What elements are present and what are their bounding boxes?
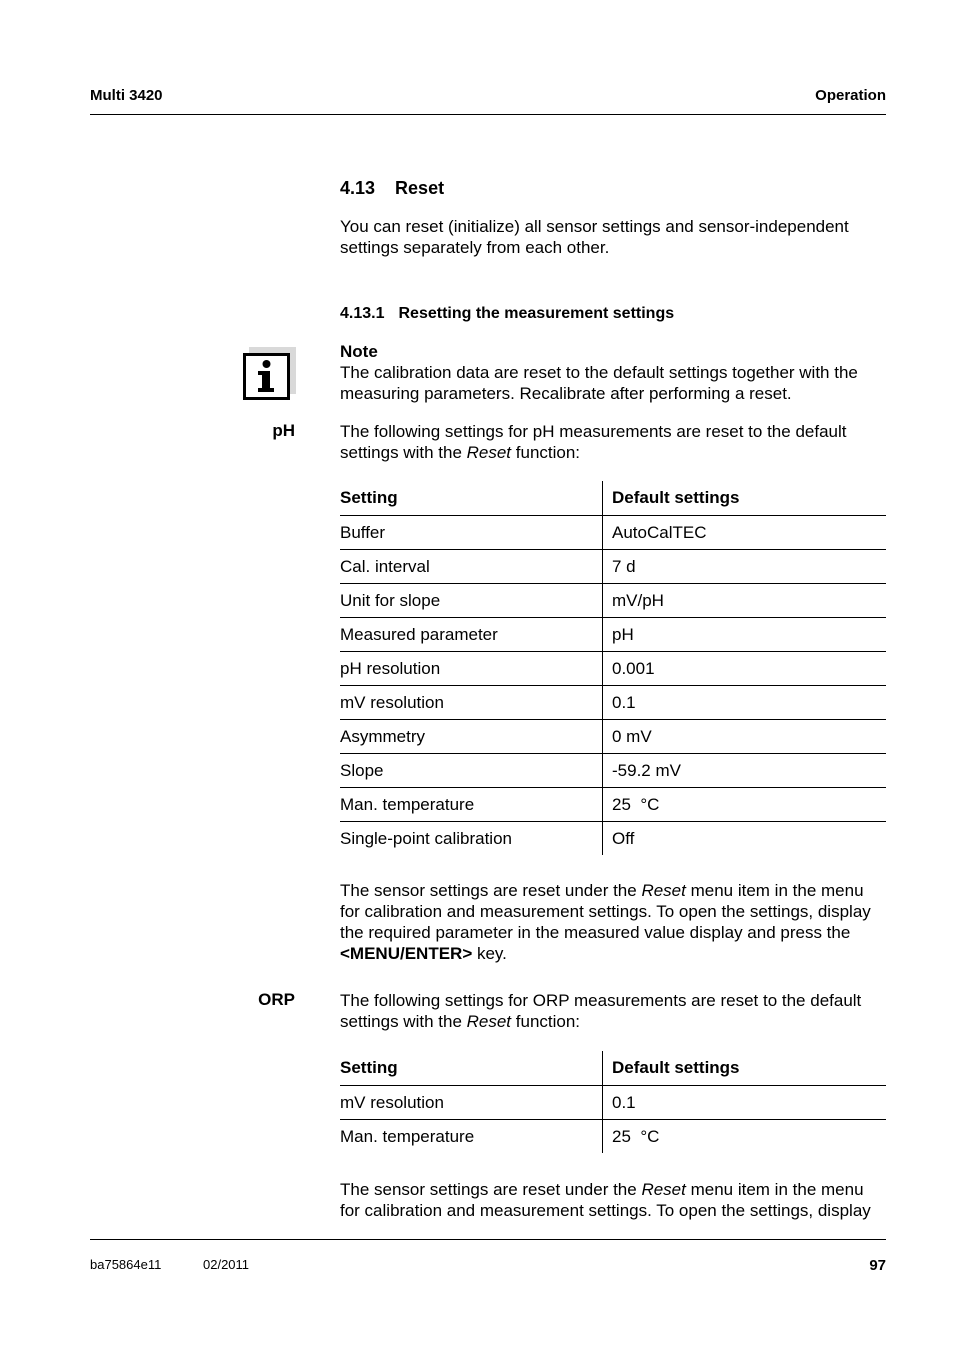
setting-cell: Man. temperature — [340, 788, 603, 822]
menu-enter-key: <MENU/ENTER> — [340, 944, 473, 963]
table-row — [340, 550, 886, 584]
subsection-heading — [340, 305, 674, 323]
setting-cell: mV resolution — [340, 1092, 444, 1112]
section-heading — [340, 178, 444, 199]
subsection-title: Resetting the measurement settings — [398, 305, 675, 322]
table-header-row — [340, 481, 886, 516]
column-header: Setting — [340, 1051, 603, 1086]
setting-cell: Unit for slope — [340, 584, 603, 618]
setting-cell: Buffer — [340, 522, 386, 542]
default-cell: Off — [603, 822, 887, 856]
table-header-row — [340, 1051, 886, 1086]
section-title: Reset — [395, 178, 445, 198]
default-cell: AutoCalTEC — [603, 516, 887, 550]
setting-cell: Measured parameter — [340, 618, 603, 652]
table-row — [340, 686, 886, 720]
setting-cell: Cal. interval — [340, 550, 603, 584]
note-block: Note The calibration data are reset to the default settings together with the measuring parameters. Recalibrate after performing a reset. — [340, 341, 886, 404]
ph-side-label: pH — [272, 421, 295, 440]
column-header: Default settings — [603, 1051, 887, 1086]
default-cell: 0.001 — [603, 652, 887, 686]
note-heading: Note — [340, 342, 378, 361]
subsection-number: 4.13.1 — [340, 305, 385, 322]
footer-doc-id: ba75864e11 — [90, 1257, 162, 1272]
table-row — [340, 754, 886, 788]
default-cell: -59.2 mV — [603, 754, 887, 788]
section-intro: You can reset (initialize) all sensor settings and sensor-independent settings separately from each other. — [340, 217, 849, 257]
table-row — [340, 822, 886, 856]
orp-after-text: The sensor settings are reset under the Reset menu item in the menu for calibration and measurement settings. To open the settings, display — [340, 1180, 871, 1220]
running-header-title: Multi 3420 — [90, 87, 163, 104]
table-row — [340, 584, 886, 618]
table-row — [340, 652, 886, 686]
footer-date: 02/2011 — [203, 1257, 250, 1272]
ph-after-text: The sensor settings are reset under the Reset menu item in the menu for calibration and measurement settings. To open the settings, display the required parameter in the measured value display and press the <MENU/ENTER> key. — [340, 881, 871, 963]
default-cell: 7 d — [603, 550, 887, 584]
setting-cell: Single-point calibration — [340, 822, 603, 856]
table-row — [340, 788, 886, 822]
running-header-section: Operation — [815, 87, 886, 104]
table-row — [340, 1086, 886, 1120]
orp-settings-table — [340, 1051, 886, 1153]
table-row — [340, 720, 886, 754]
setting-cell: pH resolution — [340, 652, 603, 686]
ph-intro: The following settings for pH measurements are reset to the default settings with the Reset function: — [340, 422, 847, 462]
default-cell: 25 °C — [603, 1120, 887, 1154]
ph-settings-table — [340, 481, 886, 855]
setting-cell: Slope — [340, 754, 603, 788]
info-icon — [243, 347, 296, 400]
column-header: Setting — [340, 481, 603, 516]
default-cell: 0 mV — [603, 720, 887, 754]
table-row — [340, 1120, 886, 1154]
default-cell: 25 °C — [603, 788, 887, 822]
setting-cell: Asymmetry — [340, 720, 603, 754]
default-cell: 0.1 — [603, 686, 887, 720]
default-cell: 0.1 — [603, 1086, 887, 1120]
orp-side-label: ORP — [258, 990, 295, 1009]
default-cell: mV/pH — [603, 584, 887, 618]
column-header: Default settings — [603, 481, 887, 516]
section-number: 4.13 — [340, 178, 376, 198]
footer-rule — [90, 1239, 886, 1240]
default-cell: pH — [603, 618, 887, 652]
page-number: 97 — [869, 1257, 886, 1274]
table-row — [340, 618, 886, 652]
orp-intro: The following settings for ORP measurements are reset to the default settings with the Reset function: — [340, 991, 862, 1031]
setting-cell: Man. temperature — [340, 1120, 603, 1154]
setting-cell: mV resolution — [340, 686, 603, 720]
header-rule — [90, 114, 886, 115]
table-row — [340, 516, 886, 550]
